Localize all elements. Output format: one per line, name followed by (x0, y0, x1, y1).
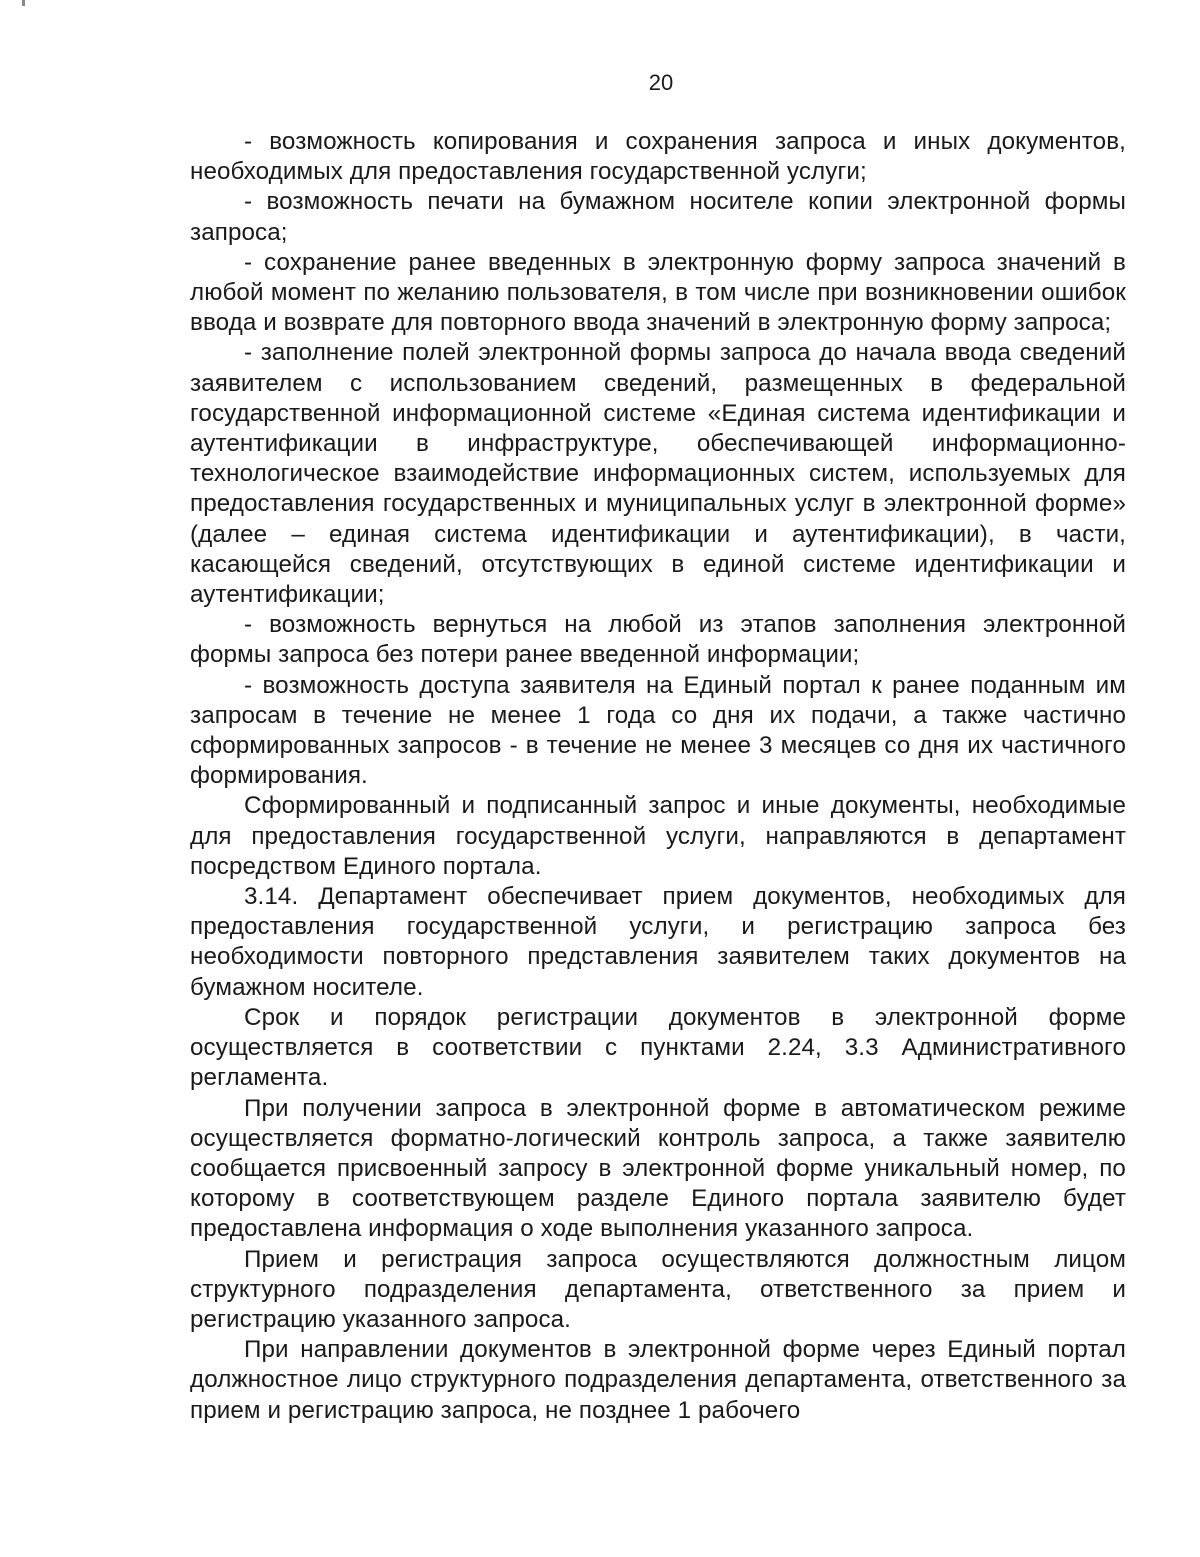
paragraph: Сформированный и подписанный запрос и иные документы, необходимые для предоставления государственной услуги, направляются в департамент посредством Единого портала. (190, 792, 1126, 880)
paragraph: Срок и порядок регистрации документов в электронной форме осуществляется в соответствии с пунктами 2.24, 3.3 Административного регламента. (190, 1003, 1126, 1092)
paragraph: - возможность печати на бумажном носителе копии электронной формы запроса; (190, 188, 1126, 246)
paragraph: При направлении документов в электронной форме через Единый портал должностное лицо структурного подразделения департамента, ответственного за прием и регистрацию запроса, не позднее 1 рабочего (190, 1336, 1126, 1424)
scan-artifact (22, 0, 25, 6)
paragraph: При получении запроса в электронной форме в автоматическом режиме осуществляется форматно-логический контроль запроса, а также заявителю сообщается присвоенный запросу в электронной форме уникальный номер, по которому в соответствующем разделе Единого портала заявителю будет предоставлена информация о ходе выполнения указанного запроса. (190, 1094, 1126, 1243)
paragraph: - сохранение ранее введенных в электронную форму запроса значений в любой момент по желанию пользователя, в том числе при возникновении ошибок ввода и возврате для повторного ввода значений в электронную форму запроса; (190, 248, 1126, 337)
page-number: 20 (648, 70, 674, 95)
paragraph: - возможность доступа заявителя на Единый портал к ранее поданным им запросам в течение не менее 1 года со дня их подачи, а также частично сформированных запросов - в течение не менее 3 месяцев со дня их частичного формирования. (190, 671, 1126, 790)
paragraph: - возможность вернуться на любой из этапов заполнения электронной формы запроса без потери ранее введенной информации; (190, 611, 1126, 669)
document-body (190, 127, 1126, 1426)
paragraph: 3.14. Департамент обеспечивает прием документов, необходимых для предоставления государственной услуги, и регистрацию запроса без необходимости повторного представления заявителем таких документов на бумажном носителе. (190, 883, 1126, 1001)
paragraph: - возможность копирования и сохранения запроса и иных документов, необходимых для предоставления государственной услуги; (190, 128, 1126, 186)
paragraph: - заполнение полей электронной формы запроса до начала ввода сведений заявителем с использованием сведений, размещенных в федеральной государственной информационной системе «Единая система идентификации и аутентификации в инфраструктуре, обеспечивающей информационно-технологическое взаимодействие информационных систем, используемых для предоставления государственных и муниципальных услуг в электронной форме» (далее – единая система идентификации и аутентификации), в части, касающейся сведений, отсутствующих в единой системе идентификации и аутентификации; (190, 339, 1126, 609)
paragraph: Прием и регистрация запроса осуществляются должностным лицом структурного подразделения департамента, ответственного за прием и регистрацию указанного запроса. (190, 1245, 1126, 1333)
